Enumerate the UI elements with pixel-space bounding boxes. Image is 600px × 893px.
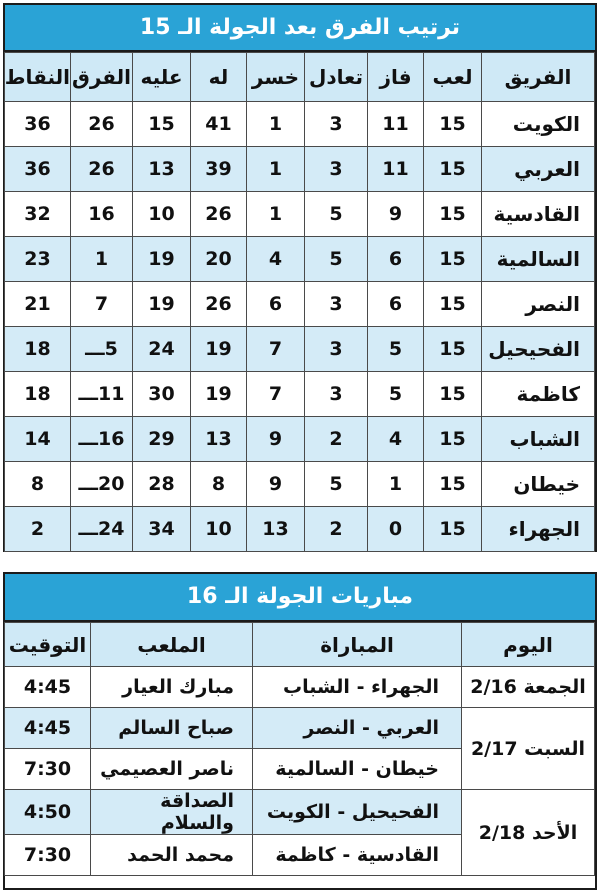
cell-goals-for: 26 [191,192,247,237]
cell-drawn: 2 [305,507,368,552]
cell-goal-difference: 16ـــ [71,417,133,462]
cell-goal-difference: 16 [71,192,133,237]
cell-goal-difference: 1 [71,237,133,282]
cell-lost: 7 [247,372,305,417]
fixture-venue: محمد الحمد [91,835,253,876]
cell-drawn: 3 [305,147,368,192]
cell-goal-difference: 26 [71,102,133,147]
header-drawn: تعادل [305,53,368,102]
cell-goals-against: 13 [133,147,191,192]
cell-goals-for: 39 [191,147,247,192]
header-goals-against: عليه [133,53,191,102]
cell-goals-for: 8 [191,462,247,507]
cell-won: 11 [368,147,424,192]
cell-goals-for: 41 [191,102,247,147]
header-lost: خسر [247,53,305,102]
header-goals-for: له [191,53,247,102]
cell-drawn: 5 [305,192,368,237]
cell-won: 1 [368,462,424,507]
fixture-time: 4:45 [5,708,91,749]
table-row [5,327,595,372]
cell-goal-difference: 11ـــ [71,372,133,417]
cell-played: 15 [424,102,482,147]
fixture-match: خيطان - السالمية [253,749,462,790]
table-row [5,507,595,552]
cell-played: 15 [424,327,482,372]
fixtures-table [4,622,595,876]
fixture-time: 7:30 [5,835,91,876]
cell-won: 5 [368,327,424,372]
cell-drawn: 3 [305,327,368,372]
fixture-day: الجمعة 2/16 [462,667,595,708]
cell-won: 4 [368,417,424,462]
cell-goals-against: 34 [133,507,191,552]
cell-goals-for: 19 [191,327,247,372]
header-day: اليوم [462,623,595,667]
cell-won: 9 [368,192,424,237]
cell-drawn: 3 [305,282,368,327]
cell-goals-against: 28 [133,462,191,507]
cell-played: 15 [424,282,482,327]
table-row [5,372,595,417]
cell-goals-against: 10 [133,192,191,237]
cell-goals-for: 19 [191,372,247,417]
fixture-venue: الصداقة والسلام [91,790,253,835]
table-row [5,417,595,462]
header-team: الفريق [482,53,595,102]
cell-team: النصر [482,282,595,327]
fixture-match: القادسية - كاظمة [253,835,462,876]
cell-goal-difference: 7 [71,282,133,327]
cell-points: 2 [5,507,71,552]
cell-goals-for: 26 [191,282,247,327]
header-venue: الملعب [91,623,253,667]
fixture-day: السبت 2/17 [462,708,595,790]
cell-lost: 9 [247,462,305,507]
cell-team: السالمية [482,237,595,282]
cell-lost: 6 [247,282,305,327]
cell-goals-against: 29 [133,417,191,462]
cell-played: 15 [424,507,482,552]
cell-drawn: 3 [305,372,368,417]
cell-goals-against: 19 [133,282,191,327]
cell-played: 15 [424,237,482,282]
fixtures-panel [3,572,597,890]
table-row [5,147,595,192]
cell-drawn: 3 [305,102,368,147]
standings-panel [3,3,597,552]
cell-played: 15 [424,147,482,192]
cell-drawn: 5 [305,237,368,282]
cell-points: 32 [5,192,71,237]
cell-goal-difference: 20ـــ [71,462,133,507]
fixture-time: 7:30 [5,749,91,790]
cell-points: 8 [5,462,71,507]
fixture-venue: ناصر العصيمي [91,749,253,790]
cell-team: الجهراء [482,507,595,552]
cell-goals-against: 30 [133,372,191,417]
cell-won: 11 [368,102,424,147]
header-played: لعب [424,53,482,102]
cell-won: 6 [368,282,424,327]
cell-won: 6 [368,237,424,282]
cell-points: 36 [5,147,71,192]
cell-goals-against: 24 [133,327,191,372]
table-row [5,237,595,282]
cell-played: 15 [424,417,482,462]
fixture-row [5,708,595,749]
header-points: النقاط [5,53,71,102]
cell-goals-against: 19 [133,237,191,282]
cell-points: 18 [5,327,71,372]
fixtures-title: مباريات الجولة الـ 16 [5,574,595,622]
header-match: المباراة [253,623,462,667]
fixture-time: 4:45 [5,667,91,708]
fixtures-header-row [5,623,595,667]
table-row [5,192,595,237]
cell-goals-for: 10 [191,507,247,552]
standings-title: ترتيب الفرق بعد الجولة الـ 15 [5,5,595,52]
cell-points: 14 [5,417,71,462]
cell-played: 15 [424,372,482,417]
cell-team: الكويت [482,102,595,147]
cell-points: 21 [5,282,71,327]
cell-lost: 1 [247,192,305,237]
cell-points: 36 [5,102,71,147]
cell-team: الفحيحيل [482,327,595,372]
fixture-row [5,790,595,835]
header-won: فاز [368,53,424,102]
cell-goal-difference: 5ـــ [71,327,133,372]
cell-won: 5 [368,372,424,417]
cell-lost: 9 [247,417,305,462]
fixture-match: الفحيحيل - الكويت [253,790,462,835]
table-row [5,282,595,327]
cell-goal-difference: 24ـــ [71,507,133,552]
cell-team: العربي [482,147,595,192]
cell-team: القادسية [482,192,595,237]
cell-lost: 1 [247,147,305,192]
fixture-time: 4:50 [5,790,91,835]
cell-team: الشباب [482,417,595,462]
fixture-match: الجهراء - الشباب [253,667,462,708]
cell-points: 18 [5,372,71,417]
cell-drawn: 5 [305,462,368,507]
cell-goals-for: 13 [191,417,247,462]
fixture-match: العربي - النصر [253,708,462,749]
table-row [5,102,595,147]
cell-goal-difference: 26 [71,147,133,192]
standings-header-row [5,53,595,102]
cell-lost: 4 [247,237,305,282]
cell-team: خيطان [482,462,595,507]
fixture-venue: صباح السالم [91,708,253,749]
cell-played: 15 [424,192,482,237]
table-row [5,462,595,507]
standings-table [4,52,595,552]
header-goal-difference: الفرق [71,53,133,102]
cell-goals-against: 15 [133,102,191,147]
cell-lost: 7 [247,327,305,372]
cell-played: 15 [424,462,482,507]
fixture-day: الأحد 2/18 [462,790,595,876]
header-time: التوقيت [5,623,91,667]
cell-lost: 1 [247,102,305,147]
cell-won: 0 [368,507,424,552]
fixture-venue: مبارك العيار [91,667,253,708]
cell-points: 23 [5,237,71,282]
fixture-row [5,667,595,708]
cell-lost: 13 [247,507,305,552]
cell-goals-for: 20 [191,237,247,282]
cell-team: كاظمة [482,372,595,417]
cell-drawn: 2 [305,417,368,462]
